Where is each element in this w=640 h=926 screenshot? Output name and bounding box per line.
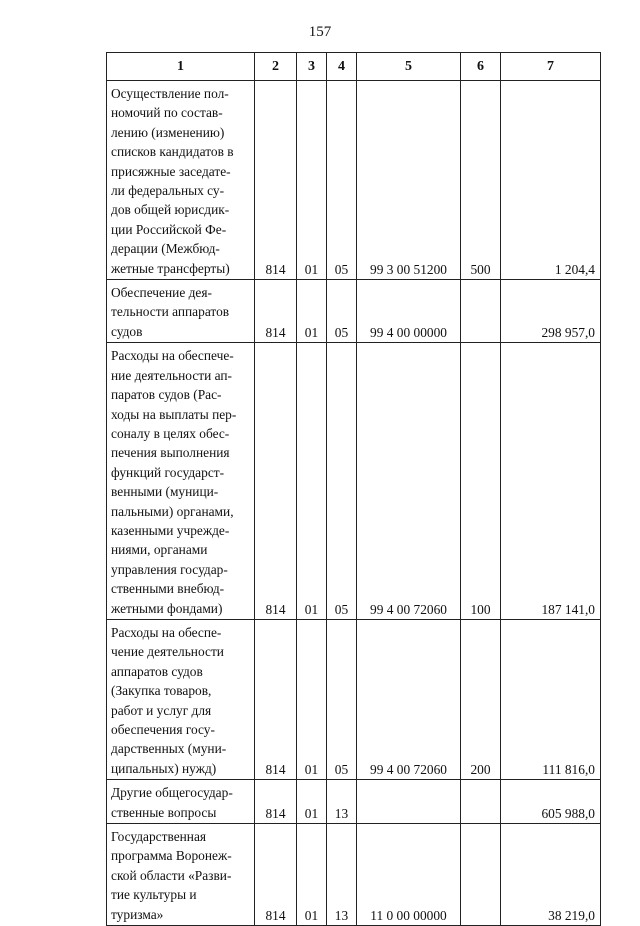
subsection-cell: 13 <box>327 824 357 926</box>
code-cell: 814 <box>255 619 297 779</box>
subsection-cell: 05 <box>327 280 357 343</box>
expense-type-cell <box>461 280 501 343</box>
target-article-cell: 11 0 00 00000 <box>357 824 461 926</box>
section-cell: 01 <box>297 824 327 926</box>
table-row <box>107 280 601 343</box>
expense-type-cell: 200 <box>461 619 501 779</box>
code-cell: 814 <box>255 280 297 343</box>
section-cell: 01 <box>297 81 327 280</box>
section-cell: 01 <box>297 343 327 620</box>
table-row <box>107 81 601 280</box>
row-name-cell: Осуществление пол- номочий по состав- лению (изменению) списков кандидатов в присяжные заседате- ли федеральных су- дов общей юрисдик- ции Российской Фе- дерации (Межбюд- жетные трансферты) <box>107 81 255 280</box>
expense-type-cell <box>461 824 501 926</box>
section-cell: 01 <box>297 280 327 343</box>
section-cell: 01 <box>297 780 327 824</box>
header-cell: 1 <box>107 53 255 81</box>
row-name-cell: Расходы на обеспече- ние деятельности ап- паратов судов (Рас- ходы на выплаты пер- соналу в целях обес- печения выполнения функций государст- венными (муници- пальными) органами, казенными учрежде- ниями, органами управления государ- ственными внебюд- жетными фондами) <box>107 343 255 620</box>
table-row <box>107 619 601 779</box>
amount-cell: 1 204,4 <box>501 81 601 280</box>
row-name-cell: Расходы на обеспе- чение деятельности аппаратов судов (Закупка товаров, работ и услуг для обеспечения госу- дарственных (муни- ципальных) нужд) <box>107 619 255 779</box>
section-cell: 01 <box>297 619 327 779</box>
code-cell: 814 <box>255 780 297 824</box>
header-row <box>107 53 601 81</box>
expense-type-cell: 100 <box>461 343 501 620</box>
budget-table <box>106 52 601 926</box>
amount-cell: 298 957,0 <box>501 280 601 343</box>
target-article-cell: 99 4 00 72060 <box>357 619 461 779</box>
header-cell: 5 <box>357 53 461 81</box>
row-name-cell: Государственная программа Воронеж- ской области «Разви- тие культуры и туризма» <box>107 824 255 926</box>
header-cell: 6 <box>461 53 501 81</box>
amount-cell: 187 141,0 <box>501 343 601 620</box>
target-article-cell: 99 4 00 72060 <box>357 343 461 620</box>
code-cell: 814 <box>255 81 297 280</box>
amount-cell: 605 988,0 <box>501 780 601 824</box>
header-cell: 3 <box>297 53 327 81</box>
subsection-cell: 05 <box>327 343 357 620</box>
table-row <box>107 824 601 926</box>
subsection-cell: 05 <box>327 81 357 280</box>
row-name-cell: Обеспечение дея- тельности аппаратов судов <box>107 280 255 343</box>
subsection-cell: 05 <box>327 619 357 779</box>
page-number: 157 <box>308 24 332 40</box>
header-cell: 7 <box>501 53 601 81</box>
row-name-cell: Другие общегосудар- ственные вопросы <box>107 780 255 824</box>
code-cell: 814 <box>255 824 297 926</box>
expense-type-cell: 500 <box>461 81 501 280</box>
target-article-cell: 99 3 00 51200 <box>357 81 461 280</box>
code-cell: 814 <box>255 343 297 620</box>
subsection-cell: 13 <box>327 780 357 824</box>
table-row <box>107 343 601 620</box>
amount-cell: 38 219,0 <box>501 824 601 926</box>
target-article-cell <box>357 780 461 824</box>
expense-type-cell <box>461 780 501 824</box>
header-cell: 4 <box>327 53 357 81</box>
amount-cell: 111 816,0 <box>501 619 601 779</box>
target-article-cell: 99 4 00 00000 <box>357 280 461 343</box>
header-cell: 2 <box>255 53 297 81</box>
table-row <box>107 780 601 824</box>
